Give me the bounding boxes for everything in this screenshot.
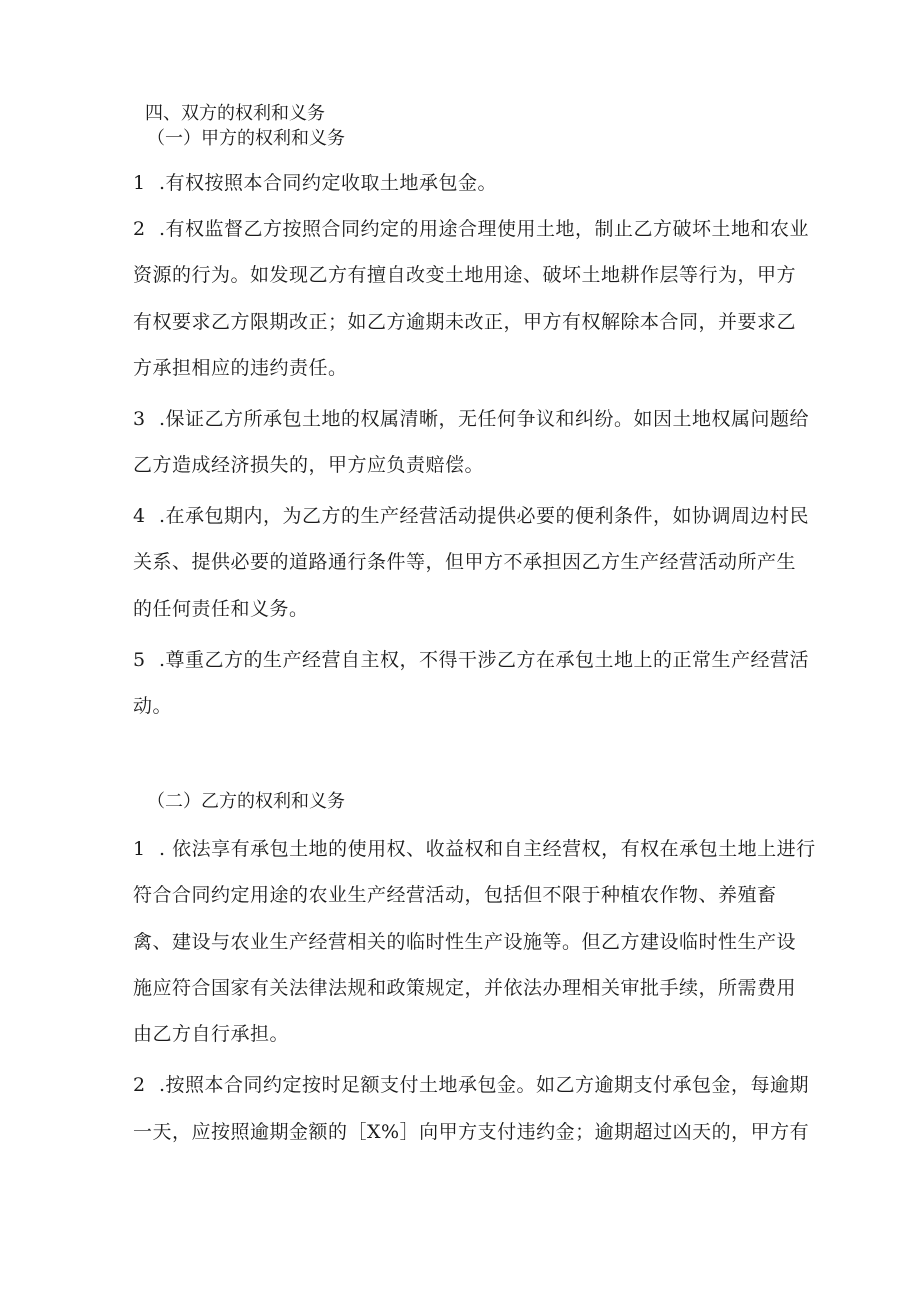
item-text-continuation: 动。 [133,695,173,717]
list-item [133,168,793,198]
item-number: 3 [133,408,146,430]
item-text: .有权监督乙方按照合同约定的用途合理使用土地，制止乙方破坏土地和农业 [159,218,810,240]
item-text-continuation: 资源的行为。如发现乙方有擅自改变土地用途、破坏土地耕作层等行为，甲方 [133,264,797,286]
item-number: 1 [133,172,146,194]
item-number: 2 [133,1074,146,1096]
item-text-continuation: 由乙方自行承担。 [133,1023,290,1045]
item-text-continuation: 符合合同约定用途的农业生产经营活动，包括但不限于种植农作物、养殖畜 [133,884,777,906]
list-item [133,834,816,864]
item-number: 2 [133,218,146,240]
list-item [133,645,810,675]
list-item [133,501,810,531]
item-text: .有权按照本合同约定收取土地承包金。 [159,172,498,194]
item-text-continuation: 的任何责任和义务。 [133,598,309,620]
item-number: 1 [133,838,146,860]
item-text: .尊重乙方的生产经营自主权，不得干涉乙方在承包土地上的正常生产经营活 [159,649,810,671]
section-title: 四、双方的权利和义务 [145,103,325,124]
list-item [133,214,810,244]
item-text: .保证乙方所承包土地的权属清晰，无任何争议和纠纷。如因土地权属问题给 [159,408,810,430]
list-item [133,404,810,434]
item-text: . 依法享有承包土地的使用权、收益权和自主经营权，有权在承包土地上进行 [159,838,816,860]
item-number: 5 [133,649,146,671]
item-text-continuation: 有权要求乙方限期改正；如乙方逾期未改正，甲方有权解除本合同，并要求乙 [133,311,797,333]
subsection-title-party-a: （一）甲方的权利和义务 [147,128,345,149]
item-text: .按照本合同约定按时足额支付土地承包金。如乙方逾期支付承包金，每逾期 [159,1074,810,1096]
list-item [133,1070,810,1100]
item-text-continuation: 方承担相应的违约责任。 [133,357,348,379]
item-text-continuation: 关系、提供必要的道路通行条件等，但甲方不承担因乙方生产经营活动所产生 [133,551,797,573]
item-text-continuation: 禽、建设与农业生产经营相关的临时性生产设施等。但乙方建设临时性生产设 [133,931,797,953]
item-text-continuation: 一天，应按照逾期金额的［X%］向甲方支付违约金；逾期超过凶天的，甲方有 [133,1121,810,1143]
item-text-continuation: 乙方造成经济损失的，甲方应负责赔偿。 [133,454,485,476]
item-text-continuation: 施应符合国家有关法律法规和政策规定，并依法办理相关审批手续，所需费用 [133,977,797,999]
subsection-title-party-b: （二）乙方的权利和义务 [147,791,345,812]
item-number: 4 [133,505,146,527]
item-text: .在承包期内，为乙方的生产经营活动提供必要的便利条件，如协调周边村民 [159,505,810,527]
